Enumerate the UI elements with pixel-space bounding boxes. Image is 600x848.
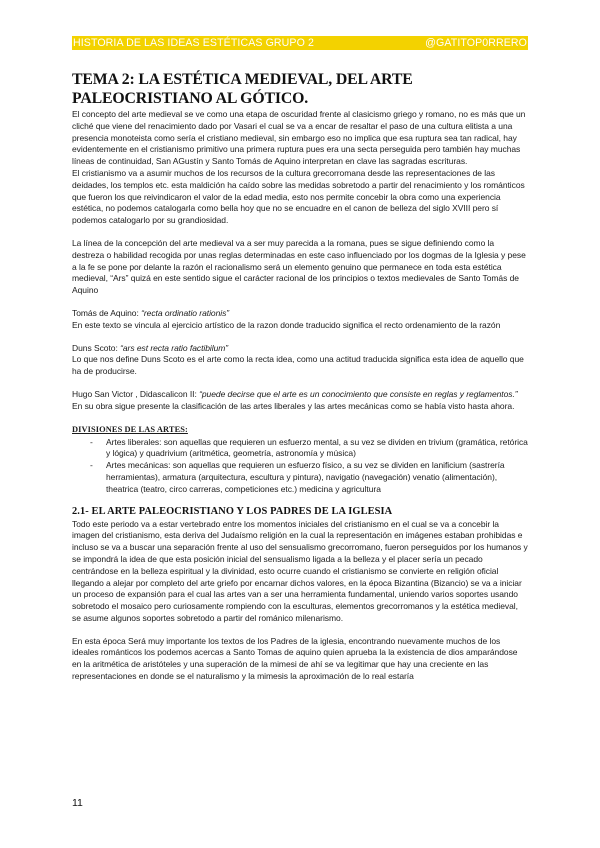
chapter-title: TEMA 2: LA ESTÉTICA MEDIEVAL, DEL ARTE PALEOCRISTIANO AL GÓTICO. bbox=[72, 71, 413, 107]
intro-paragraph-3: La línea de la concepción del arte medieval va a ser muy parecida a la romana, pues se sigue definiendo como la destreza o habilidad recogida por unas reglas determinadas en este caso influenciado por los dogmas de la Iglesia y pese a la fe se pone por delante la razón el racionalismo será un elemento genuino que permanece en toda esta estética medieval, “Ars” quizá en este sentido sigue el carácter racional de los principios o textos medievales de Santo Tomás de Aquino bbox=[72, 237, 526, 296]
document-body bbox=[72, 70, 528, 683]
page-number: 11 bbox=[72, 797, 83, 809]
quote-author: Hugo San Victor , Didascalicon II: bbox=[72, 388, 200, 399]
intro-paragraph-2: El cristianismo va a asumir muchos de los recursos de la cultura grecorromana desde las representaciones de las deidades, los templos etc. esta maldición ha caído sobre las medidas sobretodo a partir del renacimiento y los románticos que fueron los que reivindicaron el valor de la edad media, esto nos permite concebir la obra como una experiencia estética, no podemos catalogarla como bella hoy que no se encuadre en el canon de belleza del siglo XVIII pero sí podemos catalogarlo por su grandiosidad. bbox=[72, 167, 525, 226]
quote-latin: “recta ordinatio rationis” bbox=[141, 307, 230, 318]
section-paragraph-2: En esta época Será muy importante los textos de los Padres de la iglesia, encontrando nuevamente muchos de los ideales románticos los podemos acercas a Santo Tomas de aquino quien aprueba la la existencia de dios amparándose en la aritmética de aristóteles y una superación de la mimesi de ahí se va legitimar que hay una creciente en las representaciones en donde se el naturalismo y la mimesis la aproximación de lo real estaría bbox=[72, 635, 518, 682]
quote-aquino-explanation: En este texto se vincula al ejercicio artístico de la razon donde traducido significa el recto ordenamiento de la razón bbox=[72, 319, 501, 330]
quote-author: Duns Scoto: bbox=[72, 342, 121, 353]
list-item-text: Artes liberales: son aquellas que requieren un esfuerzo mental, a su vez se dividen en trivium (gramática, retórica y lógica) y quadrivium (aritmética, geometría, astronomía y música) bbox=[106, 436, 528, 459]
intro-paragraph-1: El concepto del arte medieval se ve como una etapa de oscuridad frente al clasicismo griego y romano, no es más que un cliché que viene del renacimiento dado por Vasari el cual se va a encar de resaltar el paso de una cultura elitista a una presencia monoteista como sería el cristiano medieval, sin embargo eso no implica que esa ruptura sea tan radical, hay evidentemente en el cristianismo primitivo una primera ruptura pues era una secta perseguida pero también hay muchas líneas de continuidad, San AGustín y Santo Tomás de Aquino interpretan en clave las sagradas escrituras. bbox=[72, 109, 526, 167]
quote-hugo-line bbox=[72, 389, 528, 401]
section-heading: 2.1- EL ARTE PALEOCRISTIANO Y LOS PADRES DE LA IGLESIA bbox=[72, 505, 393, 517]
quote-scoto-line bbox=[72, 343, 528, 355]
list-dash: - bbox=[90, 460, 93, 471]
divisions-list bbox=[72, 437, 528, 496]
list-item-text: Artes mecánicas: son aquellas que requieren un esfuerzo físico, a su vez se dividen en lanificium (sastrería herramientas), armatura (arquitectura, escultura y pintura), navigatio (navegación) venatio (alimentación), theatrica (teatro, circo carreras, competiciones etc.) medicina y agricultura bbox=[106, 460, 505, 494]
section-paragraph-1: Todo este periodo va a estar vertebrado entre los momentos iniciales del cristianismo en el cual se va a concebir la imagen del cristianismo, esta deriva del Judaísmo religión en la cual la representación en imágenes estaban prohibidas e incluso se va a buscar una separación frente al uso del sensualismo grecorromano, fueron perseguidos por los humanos y se impondrá la idea de que esta posición inicial del sensualismo ligada a la belleza y el placer sería un pecado centrándose en la belleza espiritual y la divinidad, esto ocurre cuando el cristianismo se convierte en religión oficial llegando a alejar por completo del arte griefo por encarnar dichos valores, en la época Bizantina (Bizancio) se va a iniciar un proceso de expansión para el cual las artes van a ser una herramienta fundamental, uniendo varios soportes usando sobretodo el mosaico pero curiosamente rompiendo con la esculturas, elementos grecorromanos y la estética medieval, se asume algunos soportes sobretodo a partir del románico milenarismo. bbox=[72, 518, 528, 623]
header-author-handle: @GATITOP0RRERO bbox=[425, 37, 527, 49]
divisions-heading: DIVISIONES DE LAS ARTES: bbox=[72, 424, 188, 434]
quote-aquino-line bbox=[72, 308, 528, 320]
page-header bbox=[72, 36, 528, 50]
quote-text: “puede decirse que el arte es un conocimiento que consiste en reglas y reglamentos.” bbox=[199, 388, 518, 399]
header-course-title: HISTORIA DE LAS IDEAS ESTÉTICAS GRUPO 2 bbox=[73, 37, 314, 49]
list-item bbox=[90, 460, 528, 495]
quote-scoto-explanation: Lo que nos define Duns Scoto es el arte como la recta idea, como una actitud traducida significa esta idea de aquello que ha de producirse. bbox=[72, 354, 524, 377]
quote-author: Tomás de Aquino: bbox=[72, 307, 142, 318]
list-item bbox=[90, 437, 528, 461]
list-dash: - bbox=[90, 436, 93, 447]
quote-latin: “ars est recta ratio factibilum” bbox=[120, 342, 229, 353]
quote-hugo-explanation: En su obra sigue presente la clasificación de las artes liberales y las artes mecánicas como se había visto hasta ahora. bbox=[72, 400, 515, 411]
